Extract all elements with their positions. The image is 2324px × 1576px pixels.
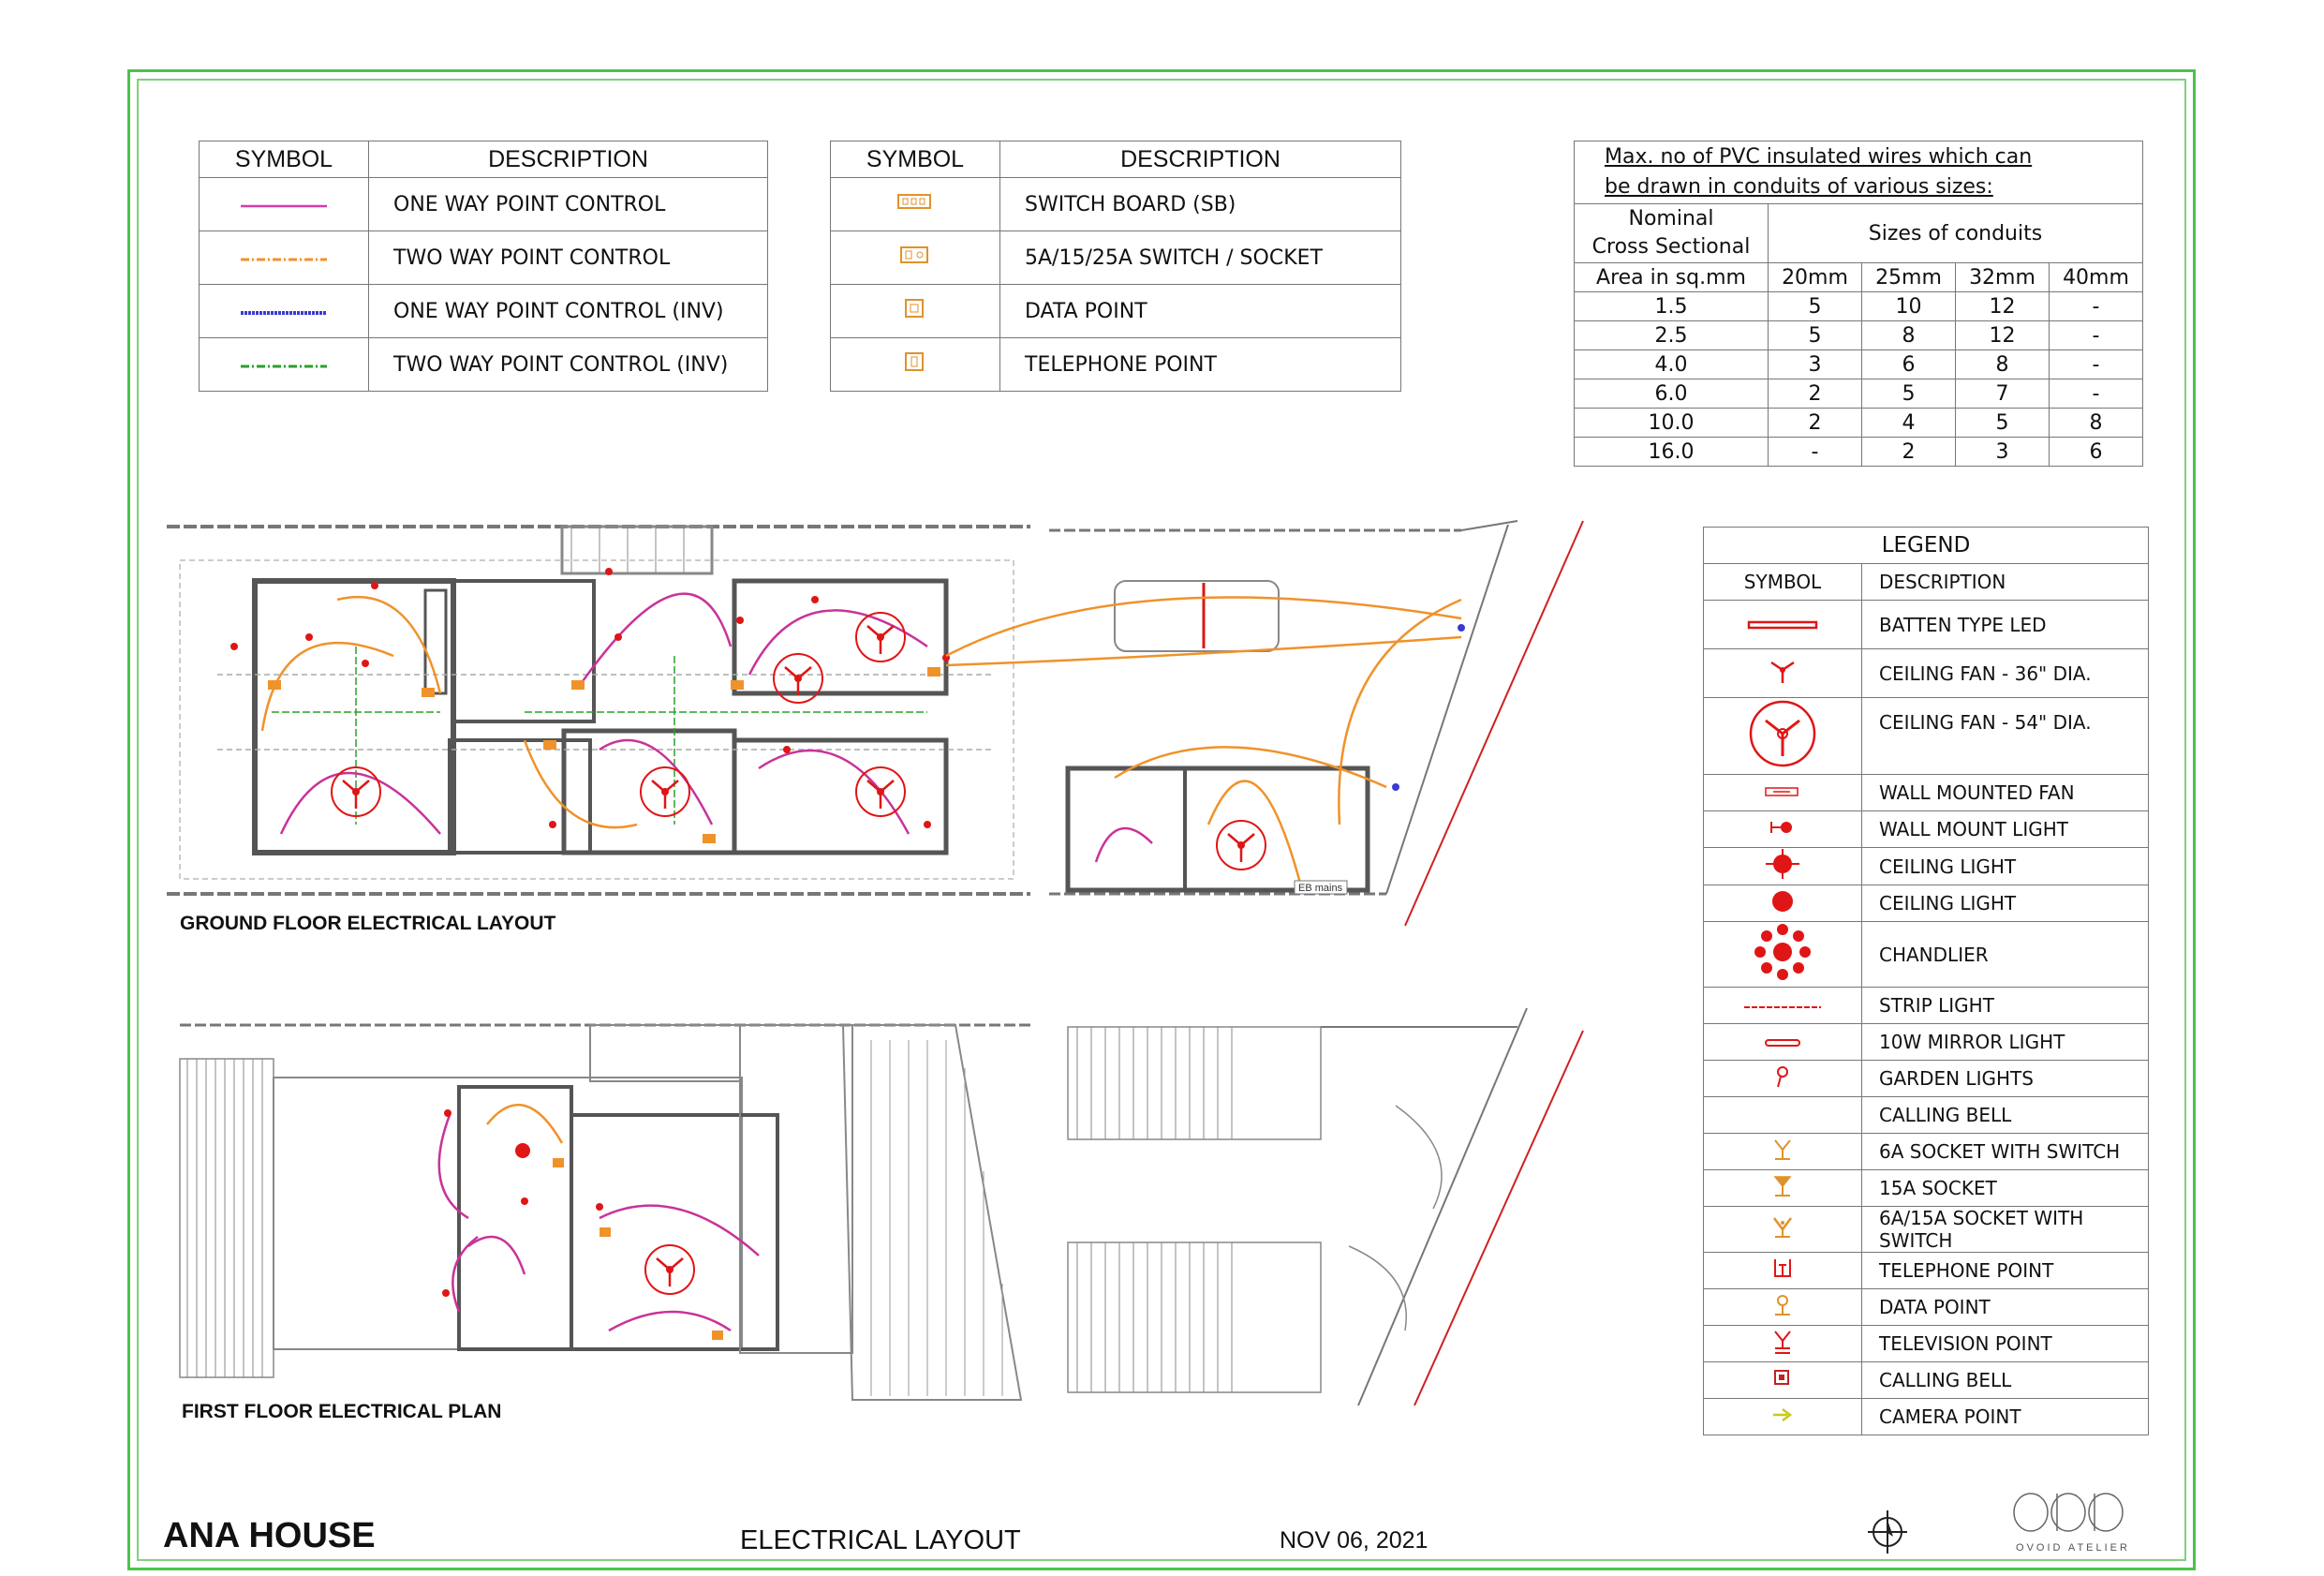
legend-description: 15A SOCKET [1862, 1170, 2149, 1207]
legend-description: BATTEN TYPE LED [1862, 601, 2149, 649]
value-cell: 5 [1956, 409, 2050, 438]
value-cell: 8 [2050, 409, 2143, 438]
area-cell: 16.0 [1575, 438, 1769, 467]
legend-description: TELEVISION POINT [1862, 1326, 2149, 1362]
point-description: DATA POINT [1000, 285, 1401, 338]
area-cell: 4.0 [1575, 350, 1769, 379]
first-floor-porch-plan [1068, 1008, 1583, 1405]
wiring-symbol-header: SYMBOL [200, 141, 369, 178]
legend-description: WALL MOUNT LIGHT [1862, 811, 2149, 848]
area-cell: 1.5 [1575, 292, 1769, 321]
legend-description: GARDEN LIGHTS [1862, 1061, 2149, 1097]
value-cell: - [2050, 321, 2143, 350]
value-cell: - [2050, 292, 2143, 321]
value-cell: 5 [1769, 321, 1862, 350]
ground-floor-porch-plan [946, 521, 1583, 926]
legend-description: 6A/15A SOCKET WITH SWITCH [1862, 1207, 2149, 1253]
studio-name: OVOID ATELIER [2016, 1542, 2130, 1554]
point-description: 5A/15/25A SWITCH / SOCKET [1000, 231, 1401, 285]
legend-symbol-header: SYMBOL [1704, 564, 1862, 601]
value-cell: - [2050, 379, 2143, 409]
legend-description: CEILING LIGHT [1862, 848, 2149, 885]
studio-logo-icon [2003, 1492, 2143, 1548]
value-cell: 4 [1862, 409, 1956, 438]
value-cell: 12 [1956, 321, 2050, 350]
ground-floor-plan [167, 527, 1030, 894]
value-cell: 5 [1862, 379, 1956, 409]
size-header: 25mm [1862, 263, 1956, 292]
legend-description: CHANDLIER [1862, 922, 2149, 988]
point-description: TELEPHONE POINT [1000, 338, 1401, 392]
ground-floor-label: GROUND FLOOR ELECTRICAL LAYOUT [180, 913, 556, 934]
legend-description: CEILING FAN - 36" DIA. [1862, 649, 2149, 698]
area-cell: 10.0 [1575, 409, 1769, 438]
area-cell: 2.5 [1575, 321, 1769, 350]
conduit-title-line-2: be drawn in conduits of various sizes: [1605, 175, 1993, 199]
point-description: SWITCH BOARD (SB) [1000, 178, 1401, 231]
legend-description-header: DESCRIPTION [1862, 564, 2149, 601]
legend-description: 6A SOCKET WITH SWITCH [1862, 1134, 2149, 1170]
area-header-line-2: Cross Sectional [1591, 235, 1751, 259]
value-cell: 10 [1862, 292, 1956, 321]
conduit-title-line-1: Max. no of PVC insulated wires which can [1605, 145, 2033, 169]
eb-mains-label: EB mains [1298, 883, 1343, 894]
value-cell: 8 [1862, 321, 1956, 350]
value-cell: 8 [1956, 350, 2050, 379]
project-title: ANA HOUSE [163, 1516, 376, 1555]
legend-description: 10W MIRROR LIGHT [1862, 1024, 2149, 1061]
legend-description: CEILING FAN - 54" DIA. [1862, 698, 2149, 775]
drawing-date: NOV 06, 2021 [1280, 1527, 1428, 1554]
drawing-title: ELECTRICAL LAYOUT [740, 1525, 1021, 1555]
first-floor-plan [180, 1025, 1030, 1400]
point-symbol-header: SYMBOL [831, 141, 1000, 178]
area-header-line-1: Nominal [1628, 207, 1714, 230]
value-cell: 6 [2050, 438, 2143, 467]
value-cell: 12 [1956, 292, 2050, 321]
value-cell: 2 [1769, 409, 1862, 438]
wiring-description: ONE WAY POINT CONTROL [369, 178, 768, 231]
legend-description: STRIP LIGHT [1862, 988, 2149, 1024]
value-cell: 6 [1862, 350, 1956, 379]
area-header-line-3: Area in sq.mm [1575, 263, 1769, 292]
legend-description: DATA POINT [1862, 1289, 2149, 1326]
legend-description: CALLING BELL [1862, 1097, 2149, 1134]
wiring-description: ONE WAY POINT CONTROL (INV) [369, 285, 768, 338]
wiring-description: TWO WAY POINT CONTROL (INV) [369, 338, 768, 392]
legend-title: LEGEND [1704, 528, 2149, 564]
legend-description: CAMERA POINT [1862, 1399, 2149, 1435]
north-arrow-icon [1864, 1509, 1911, 1555]
point-description-header: DESCRIPTION [1000, 141, 1401, 178]
value-cell: 5 [1769, 292, 1862, 321]
legend-description: TELEPHONE POINT [1862, 1253, 2149, 1289]
wiring-description-header: DESCRIPTION [369, 141, 768, 178]
wiring-description: TWO WAY POINT CONTROL [369, 231, 768, 285]
value-cell: 2 [1862, 438, 1956, 467]
area-cell: 6.0 [1575, 379, 1769, 409]
legend-description: CALLING BELL [1862, 1362, 2149, 1399]
value-cell: 2 [1769, 379, 1862, 409]
legend-description: WALL MOUNTED FAN [1862, 775, 2149, 811]
size-header: 20mm [1769, 263, 1862, 292]
size-header: 32mm [1956, 263, 2050, 292]
value-cell: 7 [1956, 379, 2050, 409]
first-floor-label: FIRST FLOOR ELECTRICAL PLAN [182, 1401, 502, 1422]
value-cell: - [1769, 438, 1862, 467]
sizes-header: Sizes of conduits [1769, 204, 2143, 263]
value-cell: - [2050, 350, 2143, 379]
size-header: 40mm [2050, 263, 2143, 292]
value-cell: 3 [1956, 438, 2050, 467]
legend-description: CEILING LIGHT [1862, 885, 2149, 922]
value-cell: 3 [1769, 350, 1862, 379]
